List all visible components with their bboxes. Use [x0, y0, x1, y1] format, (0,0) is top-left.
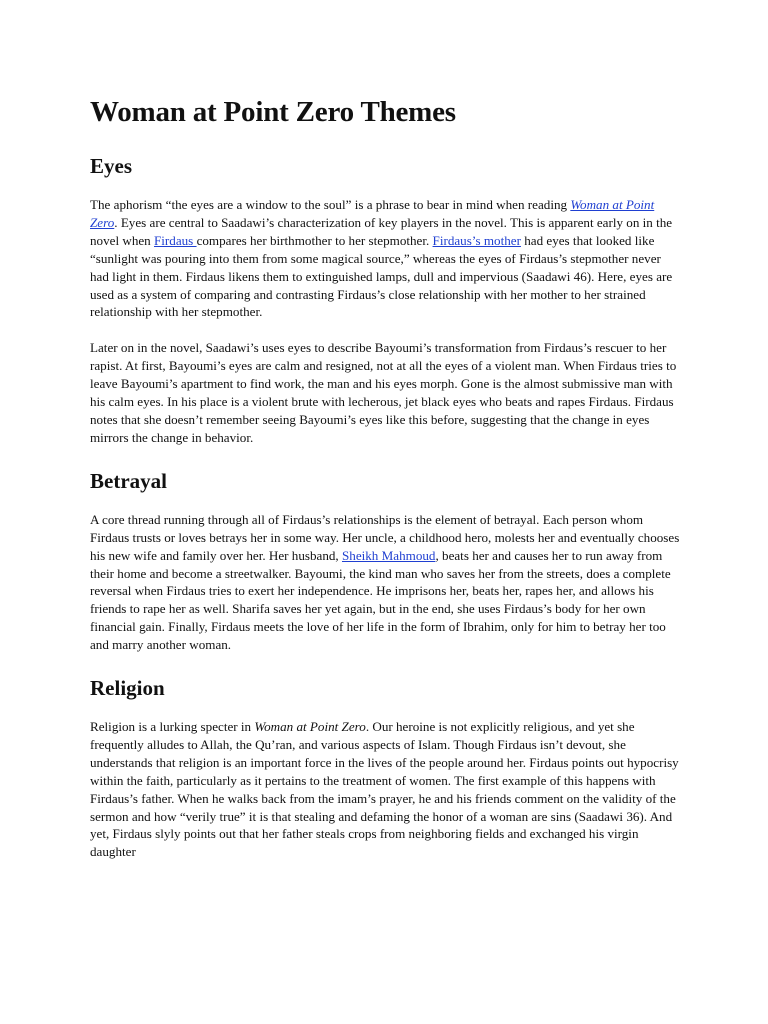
- link-sheikh-mahmoud[interactable]: Sheikh Mahmoud: [341, 547, 436, 563]
- section-heading-eyes: Eyes: [90, 154, 132, 178]
- section-heading-religion: Religion: [90, 676, 165, 701]
- section-heading-betrayal: Betrayal: [90, 468, 167, 493]
- section-betrayal: [90, 467, 680, 654]
- document-content: [90, 92, 680, 879]
- paragraph-betrayal-1: A core thread running through all of Firdaus’s relationships is the element of betrayal. Each person whom Firdaus trusts or loves betrays her in some way. Her uncle, a childhood hero, molests her and eventually chooses his new wife and family over her. Her husband, Sheikh Mahmoud, beats her and causes her to run away from their home and become a streetwalker. Bayoumi, the kind man who saves her from the streets, does a complete reversal when Firdaus tries to exert her independence. He imprisons her, beats her, rapes her, and allows his friends to rape her as well. Sharifa saves her yet again, but in the end, she uses Firdaus’s body for her own financial gain. Finally, Firdaus meets the love of her life in the form of Ibrahim, only for him to betray her too and marry another woman.: [90, 511, 680, 653]
- link-woman-at-point-zero[interactable]: Woman at Point Zero: [90, 197, 655, 230]
- paragraph-eyes-1: The aphorism “the eyes are a window to the soul” is a phrase to bear in mind when reading Woman at Point Zero. Eyes are central to Saadawi’s characterization of key players in the novel. This is apparent early on in the novel when Firdaus compares her birthmother to her stepmother. Firdaus’s mother had eyes that looked like “sunlight was pouring into them from some magical source,” whereas the eyes of Firdaus’s stepmother never had light in them. Firdaus likens them to extinguished lamps, dull and impervious (Saadawi 46). Here, eyes are used as a system of comparing and contrasting Firdaus’s close relationship with her mother to her strained relationship with her stepmother.: [90, 197, 673, 320]
- link-firdaus-mother[interactable]: Firdaus’s mother: [432, 232, 521, 248]
- paragraph-religion-1: Religion is a lurking specter in Woman at Point Zero. Our heroine is not explicitly religious, and yet she frequently alludes to Allah, the Qu’ran, and various aspects of Islam. Though Firdaus isn’t devout, she understands that religion is an important force in the lives of the people around her. Firdaus points out hypocrisy within the faith, particularly as it pertains to the treatment of women. The first example of this happens with Firdaus’s father. When he walks back from the imam’s prayer, he and his friends comment on the validity of the sermon and how “verily true” it is that stealing and defaming the honor of a woman are sins (Saadawi 36). And yet, Firdaus slyly points out that her father steals crops from neighboring fields and exchanged his virgin daughter: [90, 719, 679, 860]
- link-firdaus[interactable]: Firdaus: [154, 232, 197, 248]
- section-religion: [90, 674, 680, 861]
- section-eyes: [90, 152, 680, 447]
- page-title: Woman at Point Zero Themes: [90, 96, 456, 128]
- paragraph-eyes-2: Later on in the novel, Saadawi’s uses eyes to describe Bayoumi’s transformation from Firdaus’s rescuer to her rapist. At first, Bayoumi’s eyes are calm and resigned, not at all the eyes of a violent man. When Firdaus tries to leave Bayoumi’s apartment to find work, the man and his eyes morph. Gone is the almost submissive man with his calm eyes. In his place is a violent brute with lecherous, jet black eyes who beats and rapes Firdaus. Firdaus notes that she doesn’t remember seeing Bayoumi’s eyes like this before, suggesting that the change in eyes mirrors the change in behavior.: [90, 340, 677, 445]
